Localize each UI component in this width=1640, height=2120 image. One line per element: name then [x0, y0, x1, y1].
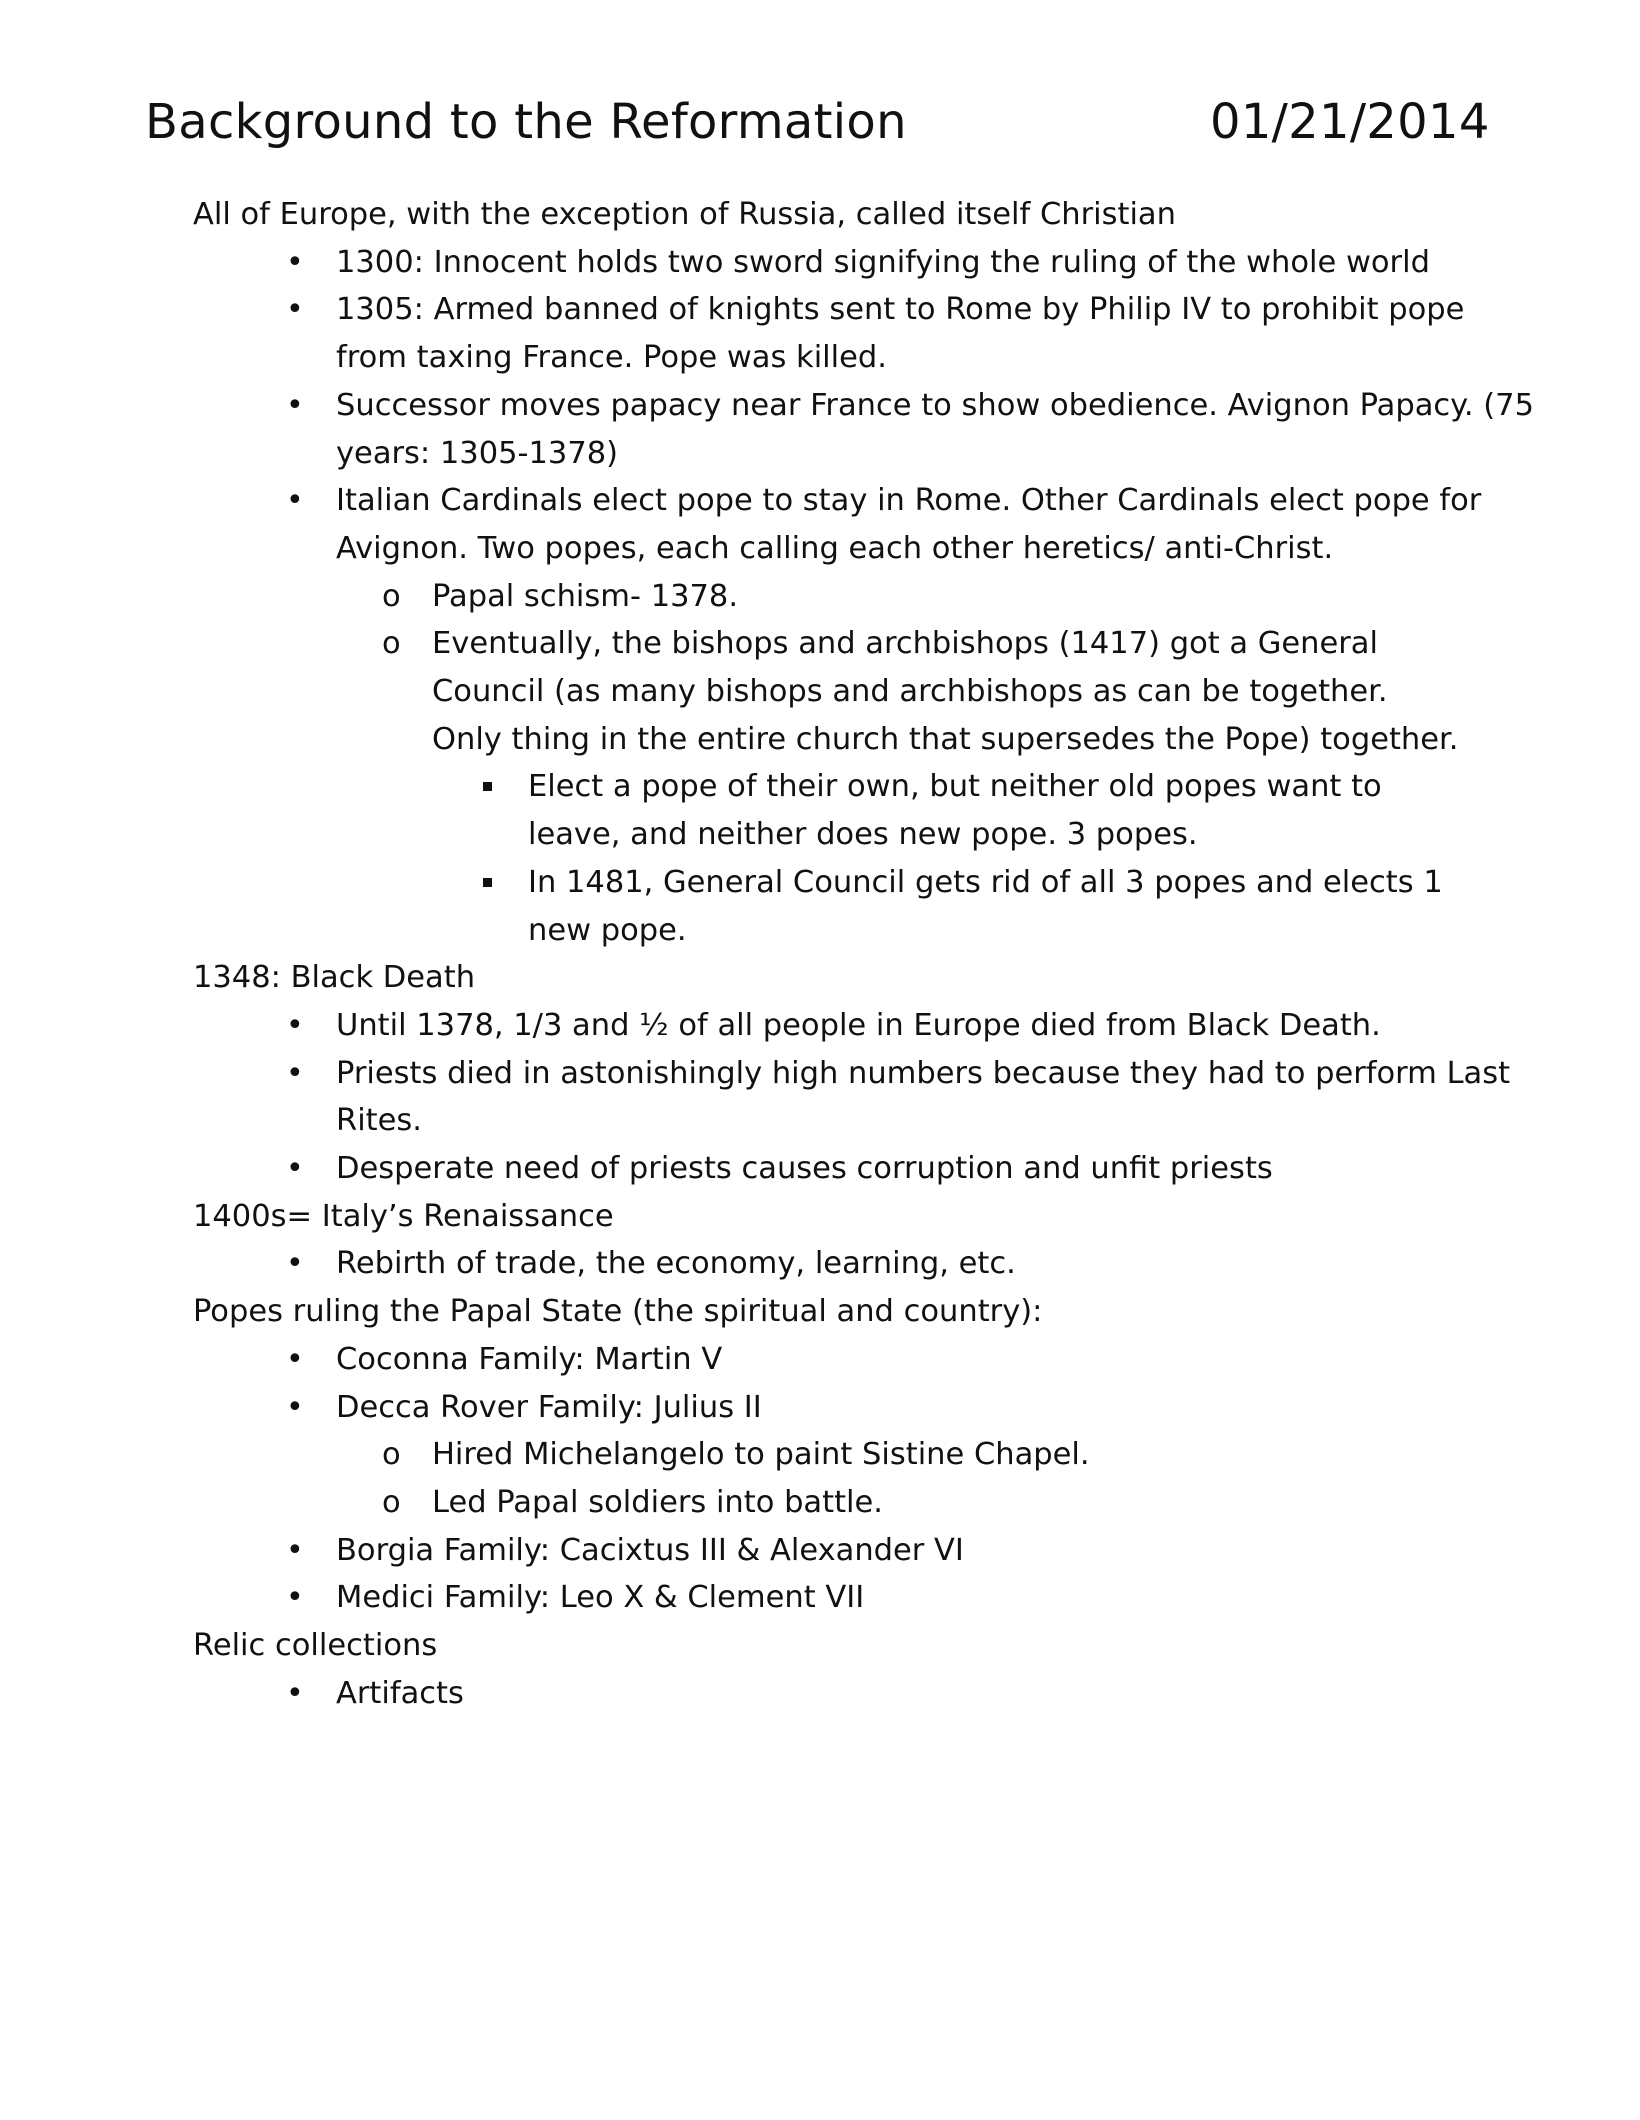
sub-list-item — [382, 620, 1462, 954]
list-item — [286, 1527, 1536, 1575]
list-item — [286, 239, 1536, 287]
list-item-text: 1305: Armed banned of knights sent to Rome by Philip IV to prohibit pope from taxing France. Pope was killed. — [336, 292, 1465, 376]
list-item-text: Decca Rover Family: Julius II — [336, 1389, 762, 1425]
bullet-marker: • — [286, 387, 304, 423]
bullet-list — [193, 1002, 1511, 1193]
bullet-marker: • — [286, 1532, 304, 1568]
list-item — [286, 1002, 1536, 1050]
list-item-text: Medici Family: Leo X & Clement VII — [336, 1580, 865, 1616]
list-item — [286, 1670, 1536, 1718]
sub-sub-list-item — [528, 859, 1448, 954]
list-item — [286, 1574, 1536, 1622]
list-item-text: Priests died in astonishingly high numbers because they had to perform Last Rites. — [336, 1055, 1511, 1139]
section-heading: Relic collections — [193, 1628, 438, 1664]
list-item-text: Borgia Family: Cacixtus III & Alexander VI — [336, 1532, 964, 1568]
list-item — [286, 286, 1536, 381]
section-heading: 1400s= Italy’s Renaissance — [193, 1198, 614, 1234]
list-item — [286, 1336, 1536, 1384]
list-item — [286, 1050, 1536, 1145]
bullet-marker: • — [286, 1675, 304, 1711]
sub-list-item-text: Hired Michelangelo to paint Sistine Chapel. — [432, 1437, 1090, 1473]
list-item-text: Until 1378, 1/3 and ½ of all people in Europe died from Black Death. — [336, 1007, 1381, 1043]
bullet-marker: • — [286, 1007, 304, 1043]
sub-bullet-marker: o — [382, 1437, 401, 1473]
sub-sub-bullet-list — [432, 763, 1462, 954]
bullet-marker: • — [286, 1151, 304, 1187]
bullet-marker: • — [286, 483, 304, 519]
sub-bullet-marker: o — [382, 578, 401, 614]
list-item — [286, 1240, 1536, 1288]
sub-sub-list-item-text: In 1481, General Council gets rid of all 3 popes and elects 1 new pope. — [528, 864, 1443, 948]
list-item — [286, 477, 1536, 954]
sub-sub-list-item-text: Elect a pope of their own, but neither old popes want to leave, and neither does new pope. 3 popes. — [528, 769, 1382, 853]
list-item-text: Artifacts — [336, 1675, 464, 1711]
document-title: Background to the Reformation — [145, 94, 907, 150]
list-item — [286, 1145, 1536, 1193]
square-bullet-icon — [483, 782, 492, 791]
document-date: 01/21/2014 — [1210, 94, 1490, 150]
section-heading: Popes ruling the Papal State (the spiritual and country): — [193, 1294, 1043, 1330]
section-heading: All of Europe, with the exception of Russia, called itself Christian — [193, 197, 1176, 232]
sub-list-item-text: Papal schism- 1378. — [432, 578, 739, 614]
sub-list-item — [382, 573, 1462, 621]
sub-bullet-list — [336, 573, 1536, 955]
section-heading: 1348: Black Death — [193, 960, 476, 996]
list-item-text: Italian Cardinals elect pope to stay in Rome. Other Cardinals elect pope for Avignon. Two popes, each calling each other heretics/ anti-Christ. — [336, 483, 1482, 566]
bullet-list — [193, 1336, 1493, 1622]
sub-list-item — [382, 1479, 1462, 1527]
sub-sub-list-item — [528, 763, 1448, 858]
bullet-marker: • — [286, 292, 304, 328]
sub-list-item — [382, 1431, 1462, 1479]
sub-list-item-text: Eventually, the bishops and archbishops (1417) got a General Council (as many bishops and archbishops as can be together. Only thing in the entire church that supersedes the Pope) together. — [432, 626, 1459, 757]
sub-bullet-marker: o — [382, 1484, 401, 1520]
bullet-marker: • — [286, 1246, 304, 1282]
bullet-marker: • — [286, 1055, 304, 1091]
bullet-marker: • — [286, 244, 304, 280]
list-item-text: 1300: Innocent holds two sword signifying the ruling of the whole world — [336, 244, 1430, 280]
sub-bullet-marker: o — [382, 626, 401, 662]
bullet-list — [193, 239, 1534, 955]
sub-list-item-text: Led Papal soldiers into battle. — [432, 1484, 883, 1520]
list-item — [286, 382, 1536, 477]
list-item — [286, 1384, 1536, 1527]
bullet-list — [193, 1670, 1493, 1718]
sub-bullet-list — [336, 1431, 1536, 1526]
list-item-text: Coconna Family: Martin V — [336, 1341, 723, 1377]
square-bullet-icon — [483, 878, 492, 887]
list-item-text: Successor moves papacy near France to show obedience. Avignon Papacy. (75 years: 1305-1378) — [336, 387, 1534, 471]
bullet-list — [193, 1240, 1493, 1288]
bullet-marker: • — [286, 1389, 304, 1425]
list-item-text: Rebirth of trade, the economy, learning, etc. — [336, 1246, 1016, 1282]
list-item-text: Desperate need of priests causes corruption and unfit priests — [336, 1151, 1273, 1187]
bullet-marker: • — [286, 1580, 304, 1616]
notes-body — [193, 191, 1534, 1718]
bullet-marker: • — [286, 1341, 304, 1377]
